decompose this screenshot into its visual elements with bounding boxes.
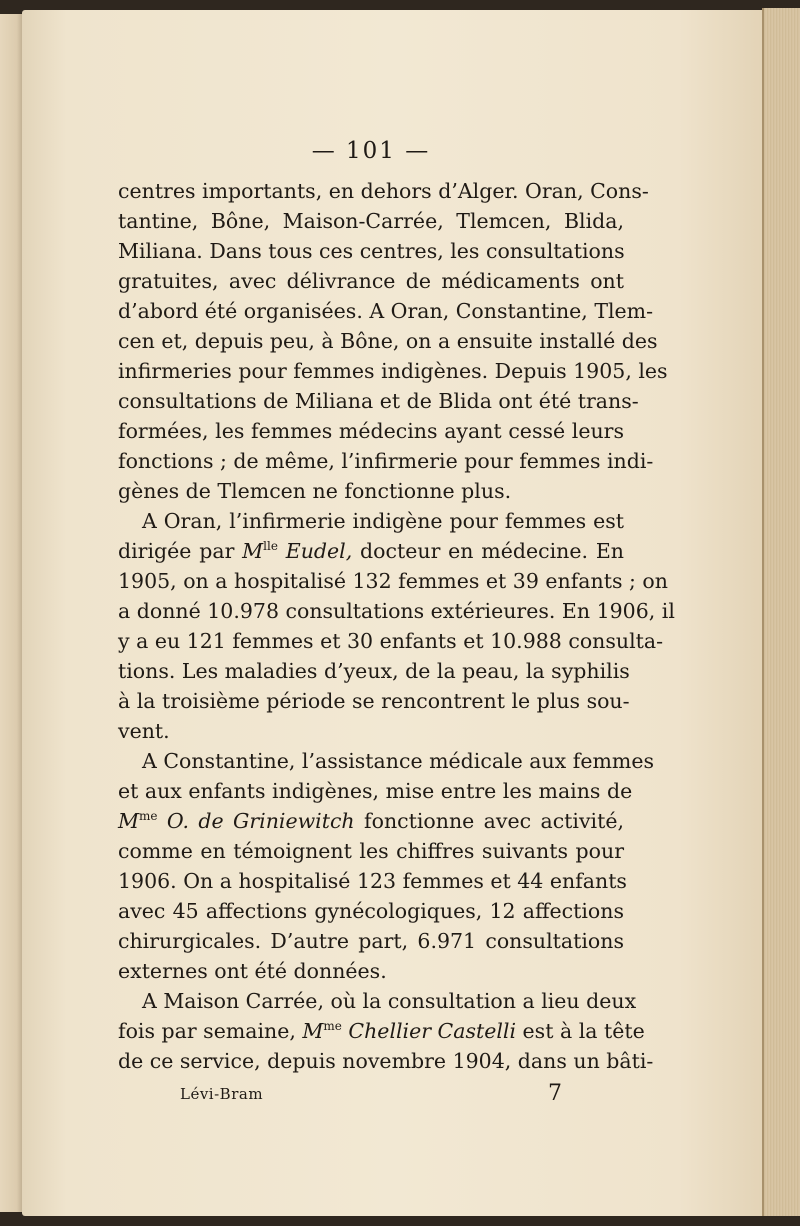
text-line: cen et, depuis peu, à Bône, on a ensuite installé des <box>118 329 658 353</box>
signature-mark: 7 <box>548 1081 562 1106</box>
person-name: Eudel, <box>277 539 353 563</box>
text-line: infirmeries pour femmes indigènes. Depuis 1905, les <box>118 359 668 383</box>
text-line: consultations de Miliana et de Blida ont été trans- <box>118 389 639 413</box>
text-line: centres importants, en dehors d’Alger. Oran, Cons- <box>118 179 649 203</box>
honorific-superscript: lle <box>263 539 278 553</box>
book-fore-edge <box>762 8 800 1216</box>
text-line: externes ont été données. <box>118 959 387 983</box>
text-line: chirurgicales. D’autre part, 6.971 consultations <box>118 929 624 953</box>
honorific: M <box>118 809 139 833</box>
text-segment: dirigée par <box>118 539 243 563</box>
person-name: Chellier Castelli <box>341 1019 517 1043</box>
text-line: comme en témoignent les chiffres suivants pour <box>118 839 624 863</box>
text-line: y a eu 121 femmes et 30 enfants et 10.988 consulta- <box>118 629 664 653</box>
paragraph-first-line: A Maison Carrée, où la consultation a lieu deux <box>142 989 637 1013</box>
text-line: de ce service, depuis novembre 1904, dans un bâti- <box>118 1049 654 1073</box>
text-line: formées, les femmes médecins ayant cessé leurs <box>118 419 624 443</box>
text-line: avec 45 affections gynécologiques, 12 affections <box>118 899 624 923</box>
honorific: M <box>302 1019 324 1043</box>
text-segment: est à la tête <box>516 1019 645 1043</box>
honorific: M <box>242 539 264 563</box>
paragraph-first-line: A Constantine, l’assistance médicale aux femmes <box>142 749 655 773</box>
text-line: d’abord été organisées. A Oran, Constantine, Tlem- <box>118 299 654 323</box>
page-number: — 101 — <box>311 138 431 164</box>
text-segment: fonctionne avec activité, <box>354 809 624 833</box>
honorific-superscript: me <box>139 809 158 823</box>
text-line: et aux enfants indigènes, mise entre les mains de <box>118 779 633 803</box>
person-name: O. de Griniewitch <box>157 809 355 833</box>
text-line: 1905, on a hospitalisé 132 femmes et 39 enfants ; on <box>118 569 668 593</box>
text-line: tions. Les maladies d’yeux, de la peau, la syphilis <box>118 659 630 683</box>
text-line: vent. <box>118 719 170 743</box>
text-segment: fois par semaine, <box>118 1019 303 1043</box>
text-line <box>118 536 624 566</box>
honorific-superscript: me <box>323 1019 342 1033</box>
text-segment: docteur en médecine. En <box>352 539 624 563</box>
text-line <box>118 1016 645 1046</box>
text-line: a donné 10.978 consultations extérieures. En 1906, il <box>118 599 675 623</box>
text-line: Miliana. Dans tous ces centres, les consultations <box>118 239 625 263</box>
footer-author: Lévi-Bram <box>180 1085 264 1103</box>
text-line: gènes de Tlemcen ne fonctionne plus. <box>118 479 512 503</box>
text-line: gratuites, avec délivrance de médicaments ont <box>118 269 624 293</box>
paragraph-first-line: A Oran, l’infirmerie indigène pour femmes est <box>142 509 624 533</box>
text-line: à la troisième période se rencontrent le plus sou- <box>118 689 630 713</box>
text-line <box>118 806 624 836</box>
text-line: tantine, Bône, Maison-Carrée, Tlemcen, Blida, <box>118 209 624 233</box>
text-line: fonctions ; de même, l’infirmerie pour femmes indi- <box>118 449 654 473</box>
text-line: 1906. On a hospitalisé 123 femmes et 44 enfants <box>118 869 627 893</box>
